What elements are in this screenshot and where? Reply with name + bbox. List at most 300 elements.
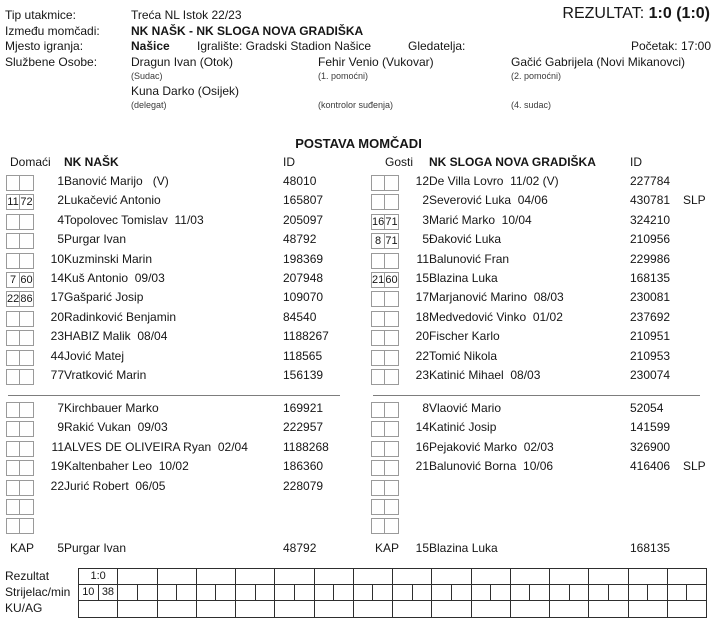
player-name: Balunović Borna 10/06: [429, 459, 554, 474]
player-name: Rakić Vukan 09/03: [64, 420, 168, 435]
starter-row: [6, 271, 354, 290]
substitute-row: [6, 479, 354, 498]
sub-minute-box: [384, 311, 399, 327]
away-team-name: NK SLOGA NOVA GRADIŠKA: [429, 155, 596, 169]
sub-out-player-box: [371, 311, 385, 327]
scorer-cell: [432, 585, 452, 600]
scorer-cell: [236, 585, 256, 600]
assistant1-role: (1. pomoćni): [318, 71, 369, 81]
delegate-role: (delegat): [131, 100, 167, 110]
sub-in-minute-box: [371, 421, 385, 437]
match-type-value: Treća NL Istok 22/23: [131, 8, 242, 22]
player-tag: SLP: [683, 459, 706, 474]
sub-out-player-box: [6, 330, 20, 346]
player-name: Purgar Ivan: [64, 541, 127, 555]
sub-minute-box: [384, 175, 399, 191]
sub-minute-box: 86: [20, 293, 33, 306]
assistant2-role: (2. pomoćni): [511, 71, 562, 81]
sub-minute-box: [384, 460, 399, 476]
player-number: 17: [50, 290, 64, 305]
sub-minute-box: [19, 330, 34, 346]
result-cell: [393, 569, 432, 584]
result-cell: [315, 569, 354, 584]
starter-row: [6, 193, 354, 212]
sub-minute-box: [384, 253, 399, 269]
sub-in-minute-box: [6, 480, 20, 496]
player-number: 15: [415, 541, 429, 555]
sub-out-player-box: 21: [372, 274, 385, 286]
starter-row: [6, 310, 354, 329]
home-id-column-label: ID: [283, 155, 295, 169]
sub-in-minute-box: [6, 441, 20, 457]
player-id: 165807: [283, 193, 324, 208]
player-number: 5: [57, 232, 64, 247]
sub-minute-box: [19, 311, 34, 327]
captain-label: KAP: [10, 541, 35, 555]
player-name: Katinić Josip: [429, 420, 497, 435]
player-name: De Villa Lovro 11/02 (V): [429, 174, 559, 188]
result-cell: [668, 569, 706, 584]
sub-out-player-box: [6, 369, 20, 385]
starter-row: [371, 329, 717, 348]
scorer-cell: [315, 585, 335, 600]
result-cell: [472, 569, 511, 584]
result-cell: [158, 569, 197, 584]
sub-out-player-box: [371, 291, 385, 307]
starter-row: [6, 213, 354, 232]
player-number: 22: [415, 348, 429, 363]
player-id: 48792: [283, 541, 317, 555]
cards-cell: [432, 601, 471, 617]
scorer-cell: [629, 585, 649, 600]
starter-row: [6, 329, 354, 348]
starter-row: [371, 232, 717, 251]
sub-out-player-box: [6, 233, 20, 249]
player-id: 210956: [630, 232, 671, 247]
scorer-cell: [413, 585, 433, 600]
result-cell: [236, 569, 275, 584]
scorer-cell: [491, 585, 511, 600]
sub-out-player-box: 16: [372, 215, 385, 228]
starter-row: [6, 252, 354, 271]
player-number: 12: [415, 174, 429, 188]
starter-row: [6, 349, 354, 368]
result-cell: [432, 569, 471, 584]
player-name: Radinković Benjamin: [64, 309, 177, 324]
scorer-cell: [256, 585, 276, 600]
sub-out-player-box: [371, 253, 385, 269]
sub-minute-box: 71: [385, 215, 398, 228]
sub-minute-box: [384, 330, 399, 346]
teams-label: Između momčadi:: [5, 24, 100, 38]
away-subs-divider: [373, 395, 700, 396]
player-number: 19: [50, 459, 64, 474]
scorer-cell: [275, 585, 295, 600]
referee-name: Dragun Ivan (Otok): [131, 55, 234, 69]
sub-in-minute-box: [371, 460, 385, 476]
cards-cell: [158, 601, 197, 617]
player-id: 430781: [630, 193, 671, 208]
venue-city: Našice: [131, 39, 170, 53]
player-number: 10: [50, 251, 64, 266]
player-number: 17: [415, 290, 429, 305]
sub-out-player-box: [6, 214, 20, 230]
player-number: 4: [57, 212, 64, 227]
player-number: 14: [415, 420, 429, 435]
sub-minute-box: [384, 480, 399, 496]
scorer-cell: [216, 585, 236, 600]
player-id: 210951: [630, 329, 671, 344]
referee-role: (Sudac): [131, 71, 163, 81]
result-cell: [118, 569, 157, 584]
sub-minute-box: [384, 369, 399, 385]
away-id-column-label: ID: [630, 155, 642, 169]
player-id: 1188268: [283, 439, 329, 454]
sub-in-minute-box: [6, 518, 20, 534]
player-number: 5: [422, 232, 429, 247]
captain-row: [371, 541, 717, 560]
scorer-cell: [197, 585, 217, 600]
player-name: Marjanović Marino 08/03: [429, 290, 564, 305]
sub-minute-box: [19, 441, 34, 457]
player-id: 118565: [283, 348, 323, 363]
player-number: 15: [415, 271, 429, 285]
starter-row: [371, 213, 717, 232]
player-id: 168135: [630, 271, 671, 285]
player-id: 205097: [283, 212, 324, 227]
home-team-column: [6, 0, 354, 622]
score-table-row: [79, 569, 706, 585]
player-name: HABIZ Malik 08/04: [64, 329, 168, 344]
cards-cell: [550, 601, 589, 617]
player-name: Vratković Marin: [64, 368, 147, 382]
sub-minute-box: [19, 214, 34, 230]
sub-minute-box: 60: [385, 274, 398, 286]
sub-in-minute-box: [371, 441, 385, 457]
sub-out-player-box: [371, 175, 385, 191]
player-id: 416406: [630, 459, 671, 474]
player-number: 20: [415, 329, 429, 344]
player-name: Marić Marko 10/04: [429, 212, 532, 227]
cards-cell: [472, 601, 511, 617]
delegate-name: Kuna Darko (Osijek): [131, 84, 240, 98]
cards-cell: [275, 601, 314, 617]
player-id: 207948: [283, 271, 324, 285]
kickoff-time: Početak: 17:00: [630, 39, 711, 53]
starter-row: [371, 271, 717, 290]
cards-cell: [236, 601, 275, 617]
player-number: 9: [57, 420, 64, 435]
cards-row-label: KU/AG: [5, 601, 43, 615]
sub-minute-box: 60: [20, 274, 33, 286]
scorer-cell: [648, 585, 668, 600]
player-id: 229986: [630, 251, 671, 266]
scorer-cell: [668, 585, 688, 600]
player-number: 77: [50, 368, 64, 382]
cards-cell: [668, 601, 706, 617]
home-team-header: [6, 155, 354, 173]
scorer-cell: [609, 585, 629, 600]
player-number: 14: [50, 271, 64, 285]
scorer-cell: [530, 585, 550, 600]
scorer-cell: [118, 585, 138, 600]
result-row-label: Rezultat: [5, 569, 50, 583]
player-name: Vlaović Mario: [429, 401, 502, 415]
sub-out-player-box: 7: [6, 272, 20, 288]
home-team-name: NK NAŠK: [64, 155, 119, 169]
player-number: 2: [422, 193, 429, 208]
player-number: 23: [50, 329, 64, 344]
substitute-row: [371, 517, 717, 536]
captain-label: KAP: [375, 541, 400, 555]
cards-cell: [79, 601, 118, 617]
sub-out-player-box: [371, 350, 385, 366]
controller-role: (kontrolor suđenja): [318, 100, 394, 110]
player-name: Blazina Luka: [429, 271, 498, 285]
scorer-row-label: Strijelac/min: [5, 585, 71, 599]
player-id: 168135: [630, 541, 671, 555]
starter-row: [6, 290, 354, 309]
player-number: 11: [416, 251, 429, 266]
player-number: 7: [57, 401, 64, 415]
sub-out-player-box: [371, 330, 385, 346]
result-cell: [197, 569, 236, 584]
sub-minute-box: [19, 402, 34, 418]
scorer-cell: [570, 585, 590, 600]
player-id: 198369: [283, 251, 324, 266]
player-id: 186360: [283, 459, 324, 474]
player-name: Medvedović Vinko 01/02: [429, 309, 563, 324]
sub-in-minute-box: [6, 460, 20, 476]
cards-cell: [354, 601, 393, 617]
sub-minute-box: [384, 518, 399, 534]
sub-minute-box: [19, 460, 34, 476]
sub-in-minute-box: [6, 499, 20, 515]
substitute-row: [6, 517, 354, 536]
player-id: 210953: [630, 348, 671, 363]
player-name: Kuš Antonio 09/03: [64, 271, 165, 285]
substitute-row: [6, 459, 354, 478]
player-name: Kuzminski Marin: [64, 251, 153, 266]
player-id: 230081: [630, 290, 671, 305]
sub-in-minute-box: [6, 402, 20, 418]
score-grid: [78, 568, 707, 618]
sub-out-player-box: [371, 194, 385, 210]
lineups-title: POSTAVA MOMČADI: [295, 136, 422, 151]
sub-in-minute-box: [6, 421, 20, 437]
player-name: Lukačević Antonio: [64, 193, 161, 208]
substitute-row: [371, 479, 717, 498]
starter-row: [371, 310, 717, 329]
sub-minute-box: [19, 175, 34, 191]
officials-label: Službene Osobe:: [5, 55, 98, 69]
cards-cell: [511, 601, 550, 617]
player-number: 22: [50, 478, 64, 493]
scorer-cell: [589, 585, 609, 600]
sub-minute-box: [384, 421, 399, 437]
sub-minute-box: 72: [20, 196, 33, 209]
player-id: 141599: [630, 420, 671, 435]
away-team-column: [371, 0, 717, 622]
player-number: 1: [57, 174, 64, 188]
fourth-official-role: (4. sudac): [511, 100, 552, 110]
scorer-cell: [177, 585, 197, 600]
player-id: 48010: [283, 174, 317, 188]
player-name: Tomić Nikola: [429, 348, 498, 363]
player-number: 21: [415, 459, 429, 474]
substitute-row: [371, 401, 717, 420]
player-name: ALVES DE OLIVEIRA Ryan 02/04: [64, 439, 248, 454]
cards-cell: [393, 601, 432, 617]
sub-in-minute-box: [371, 480, 385, 496]
sub-minute-box: [384, 441, 399, 457]
player-id: 156139: [283, 368, 324, 382]
player-name: Gašparić Josip: [64, 290, 144, 305]
sub-in-minute-box: [371, 402, 385, 418]
sub-minute-box: 71: [385, 235, 398, 248]
player-id: 48792: [283, 232, 317, 247]
sub-out-player-box: [6, 311, 20, 327]
player-number: 5: [57, 541, 64, 555]
substitute-row: [6, 401, 354, 420]
player-id: 109070: [283, 290, 324, 305]
player-name: Purgar Ivan: [64, 232, 127, 247]
starter-row: [371, 349, 717, 368]
starter-row: [371, 252, 717, 271]
score-table-row: [79, 585, 706, 601]
scorer-cell: [550, 585, 570, 600]
scorer-cell: [393, 585, 413, 600]
score-table-row: [79, 601, 706, 617]
result-value: 1:0 (1:0): [648, 5, 710, 22]
scorer-cell: [373, 585, 393, 600]
result-cell: [589, 569, 628, 584]
starter-row: [6, 232, 354, 251]
player-name: Topolovec Tomislav 11/03: [64, 212, 204, 227]
sub-minute-box: [19, 369, 34, 385]
starter-row: [371, 174, 717, 193]
cards-cell: [118, 601, 157, 617]
player-name: Pejaković Marko 02/03: [429, 439, 554, 454]
player-number: 16: [415, 439, 429, 454]
sub-minute-box: [384, 402, 399, 418]
player-number: 44: [50, 348, 64, 363]
player-number: 20: [50, 309, 64, 324]
sub-out-player-box: [6, 350, 20, 366]
player-id: 230074: [630, 368, 671, 382]
sub-out-player-box: [6, 175, 20, 191]
sub-minute-box: [19, 233, 34, 249]
sub-out-player-box: 22: [7, 293, 20, 306]
result-cell: [550, 569, 589, 584]
sub-out-player-box: 8: [371, 233, 385, 249]
player-name: Jović Matej: [64, 348, 125, 363]
player-name: Balunović Fran: [429, 251, 510, 266]
player-name: Banović Marijo (V): [64, 174, 169, 188]
teams-value: NK NAŠK - NK SLOGA NOVA GRADIŠKA: [131, 24, 364, 38]
substitute-row: [6, 498, 354, 517]
substitute-row: [6, 420, 354, 439]
player-id: 222957: [283, 420, 324, 435]
captain-row: [6, 541, 354, 560]
player-id: 1188267: [283, 329, 329, 344]
sub-minute-box: [384, 350, 399, 366]
player-number: 8: [422, 401, 429, 415]
sub-minute-box: [384, 194, 399, 210]
result-cell: [275, 569, 314, 584]
player-name: Kirchbauer Marko: [64, 401, 159, 415]
match-type-label: Tip utakmice:: [5, 8, 76, 22]
scorer-cell: [334, 585, 354, 600]
sub-minute-box: [19, 518, 34, 534]
cards-cell: [197, 601, 236, 617]
starter-row: [371, 290, 717, 309]
sub-minute-box: [19, 350, 34, 366]
scorer-cell: [511, 585, 531, 600]
player-id: 326900: [630, 439, 671, 454]
player-id: 84540: [283, 309, 317, 324]
player-name: Jurić Robert 06/05: [64, 478, 166, 493]
result-cell: 1:0: [79, 569, 118, 584]
result-cell: [354, 569, 393, 584]
result-label: REZULTAT:: [562, 5, 645, 22]
cards-cell: [315, 601, 354, 617]
player-id: 228079: [283, 478, 324, 493]
player-name: Đaković Luka: [429, 232, 502, 247]
sub-out-player-box: 11: [7, 196, 19, 209]
starter-row: [6, 174, 354, 193]
sub-in-minute-box: [371, 518, 385, 534]
venue-stadium: Igralište: Gradski Stadion Našice: [197, 39, 372, 53]
away-side-label: Gosti: [385, 155, 414, 169]
cards-cell: [589, 601, 628, 617]
sub-minute-box: [19, 480, 34, 496]
home-subs-divider: [8, 395, 340, 396]
player-number: 11: [51, 439, 64, 454]
player-name: Kaltenbaher Leo 10/02: [64, 459, 189, 474]
scorer-cell: [452, 585, 472, 600]
spectators-label: Gledatelja:: [408, 39, 466, 53]
sub-minute-box: [19, 421, 34, 437]
player-id: 169921: [283, 401, 324, 415]
scorer-cell: [158, 585, 178, 600]
player-id: 227784: [630, 174, 671, 188]
venue-label: Mjesto igranja:: [5, 39, 84, 53]
sub-out-player-box: [6, 253, 20, 269]
player-id: 52054: [630, 401, 664, 415]
result-cell: [629, 569, 668, 584]
sub-in-minute-box: [371, 499, 385, 515]
player-id: 324210: [630, 212, 671, 227]
assistant2-name: Gačić Gabrijela (Novi Mikanovci): [511, 55, 686, 69]
starter-row: [6, 368, 354, 387]
scorer-cell: [295, 585, 315, 600]
substitute-row: [371, 459, 717, 478]
substitute-row: [371, 498, 717, 517]
away-team-header: [371, 155, 717, 173]
sub-minute-box: [384, 499, 399, 515]
scorer-cell: [687, 585, 706, 600]
player-number: 18: [415, 309, 429, 324]
sub-minute-box: [384, 291, 399, 307]
scorer-cell: 38: [99, 585, 119, 600]
substitute-row: [371, 420, 717, 439]
sub-minute-box: [19, 499, 34, 515]
player-name: Blazina Luka: [429, 541, 498, 555]
scorer-cell: [472, 585, 492, 600]
assistant1-name: Fehir Venio (Vukovar): [318, 55, 434, 69]
player-number: 23: [415, 368, 429, 382]
